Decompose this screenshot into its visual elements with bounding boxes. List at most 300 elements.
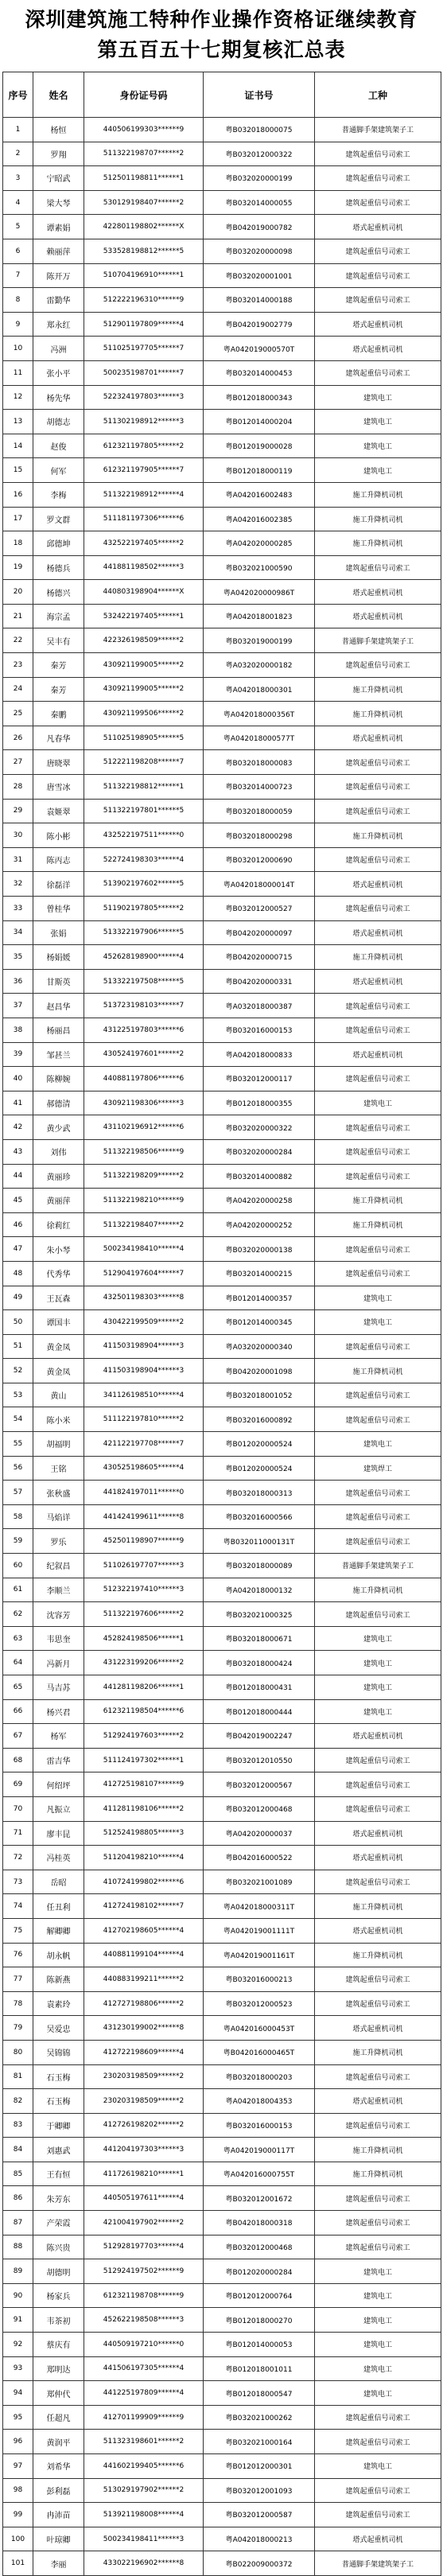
- cell-name: 邹甚兰: [33, 1042, 84, 1067]
- cell-name: 黄山: [33, 1383, 84, 1407]
- cell-index: 46: [3, 1212, 33, 1237]
- cell-name: 李顺兰: [33, 1578, 84, 1602]
- cell-name: 杨德兵: [33, 555, 84, 580]
- cell-name: 胡德明: [33, 2259, 84, 2284]
- cell-index: 14: [3, 434, 33, 458]
- table-row: [3, 1967, 441, 1992]
- table-row: [3, 410, 441, 434]
- cell-job-type: 建筑起重信号司索工: [315, 360, 441, 385]
- cell-id-number: 512501198811******1: [84, 166, 204, 191]
- cell-name: 凡春华: [33, 726, 84, 750]
- table-row: [3, 531, 441, 556]
- cell-certificate-number: 粤A042018000833: [204, 1042, 315, 1067]
- cell-name: 雷吉华: [33, 1748, 84, 1772]
- cell-certificate-number: 粤A032020000340: [204, 1334, 315, 1359]
- cell-id-number: 500235198701******7: [84, 360, 204, 385]
- cell-index: 99: [3, 2503, 33, 2527]
- table-row: [3, 2211, 441, 2236]
- table-row: [3, 482, 441, 507]
- cell-id-number: 511026197707******3: [84, 1554, 204, 1578]
- cell-index: 40: [3, 1067, 33, 1091]
- cell-name: 黄润平: [33, 2430, 84, 2454]
- cell-index: 100: [3, 2527, 33, 2551]
- cell-name: 任丑利: [33, 1894, 84, 1919]
- table-row: [3, 1334, 441, 1359]
- cell-job-type: 建筑起重信号司索工: [315, 1237, 441, 1262]
- table-row: [3, 847, 441, 872]
- cell-index: 55: [3, 1432, 33, 1457]
- cell-name: 吴爱忠: [33, 2016, 84, 2041]
- cell-index: 68: [3, 1748, 33, 1772]
- cell-certificate-number: 粤B032018000059: [204, 799, 315, 823]
- cell-job-type: 塔式起重机司机: [315, 920, 441, 945]
- cell-index: 65: [3, 1675, 33, 1700]
- cell-name: 甘斯英: [33, 969, 84, 994]
- cell-id-number: 412722198609******4: [84, 2040, 204, 2064]
- table-row: [3, 653, 441, 678]
- cell-job-type: 施工升降机司机: [315, 482, 441, 507]
- cell-job-type: 塔式起重机司机: [315, 1042, 441, 1067]
- cell-name: 陈小米: [33, 1407, 84, 1432]
- cell-id-number: 430921199005******2: [84, 653, 204, 678]
- cell-job-type: 建筑电工: [315, 385, 441, 410]
- cell-certificate-number: 粤A042018000301: [204, 677, 315, 702]
- table-row: [3, 1651, 441, 1675]
- cell-index: 58: [3, 1504, 33, 1529]
- cell-certificate-number: 粤B042018000318: [204, 2211, 315, 2236]
- cell-certificate-number: 粤B032018000075: [204, 118, 315, 142]
- cell-index: 71: [3, 1821, 33, 1846]
- cell-name: 何军: [33, 458, 84, 483]
- cell-certificate-number: 粤B042020000097: [204, 920, 315, 945]
- cell-job-type: 建筑电工: [315, 1699, 441, 1724]
- cell-id-number: 612321197905******7: [84, 458, 204, 483]
- cell-id-number: 513921198008******4: [84, 2503, 204, 2527]
- cell-job-type: 建筑起重信号司索工: [315, 775, 441, 800]
- cell-index: 38: [3, 1018, 33, 1042]
- table-row: [3, 263, 441, 288]
- cell-id-number: 511322198812******1: [84, 775, 204, 800]
- table-row: [3, 1991, 441, 2016]
- cell-id-number: 511122197810******2: [84, 1407, 204, 1432]
- cell-id-number: 522724198303******4: [84, 847, 204, 872]
- cell-id-number: 511322197606******2: [84, 1602, 204, 1627]
- table-row: [3, 2478, 441, 2503]
- cell-id-number: 431223199206******2: [84, 1651, 204, 1675]
- cell-name: 杨恒: [33, 118, 84, 142]
- cell-name: 韦茶初: [33, 2308, 84, 2333]
- cell-id-number: 452501198907******9: [84, 1529, 204, 1554]
- cell-id-number: 530129198407******2: [84, 190, 204, 215]
- cell-index: 25: [3, 702, 33, 726]
- cell-certificate-number: 粤B032018000083: [204, 750, 315, 775]
- cell-index: 75: [3, 1918, 33, 1943]
- cell-id-number: 422326198509******2: [84, 628, 204, 653]
- cell-index: 6: [3, 239, 33, 263]
- cell-name: 雷勤华: [33, 288, 84, 313]
- cell-certificate-number: 粤A042020000252: [204, 1212, 315, 1237]
- table-row: [3, 2235, 441, 2259]
- cell-id-number: 411503198904******3: [84, 1359, 204, 1383]
- cell-certificate-number: 粤B032018001052: [204, 1383, 315, 1407]
- cell-id-number: 411726198210******1: [84, 2162, 204, 2186]
- cell-job-type: 建筑起重信号司索工: [315, 2064, 441, 2089]
- cell-index: 70: [3, 1796, 33, 1821]
- cell-job-type: 塔式起重机司机: [315, 726, 441, 750]
- cell-index: 28: [3, 775, 33, 800]
- cell-certificate-number: 粤B032018000089: [204, 1554, 315, 1578]
- cell-index: 5: [3, 215, 33, 239]
- table-row: [3, 2454, 441, 2479]
- cell-name: 徐莉红: [33, 1212, 84, 1237]
- cell-index: 48: [3, 1261, 33, 1286]
- cell-id-number: 500234198410******4: [84, 1237, 204, 1262]
- cell-index: 54: [3, 1407, 33, 1432]
- cell-id-number: 512221198208******7: [84, 750, 204, 775]
- cell-name: 郑仲代: [33, 2381, 84, 2406]
- table-row: [3, 775, 441, 800]
- cell-certificate-number: 粤B032018000298: [204, 823, 315, 848]
- cell-index: 61: [3, 1578, 33, 1602]
- cell-id-number: 532422197405******1: [84, 604, 204, 628]
- cell-certificate-number: 粤A042020000986T: [204, 580, 315, 605]
- cell-index: 35: [3, 945, 33, 970]
- cell-id-number: 513723198103******7: [84, 994, 204, 1018]
- cell-job-type: 建筑起重信号司索工: [315, 1796, 441, 1821]
- cell-index: 98: [3, 2478, 33, 2503]
- table-row: [3, 1189, 441, 1213]
- cell-index: 90: [3, 2283, 33, 2308]
- cell-certificate-number: 粤B032021000262: [204, 2405, 315, 2430]
- cell-job-type: 塔式起重机司机: [315, 312, 441, 337]
- table-row: [3, 726, 441, 750]
- cell-name: 陈小彬: [33, 823, 84, 848]
- table-row: [3, 2356, 441, 2381]
- table-row: [3, 1675, 441, 1700]
- table-row: [3, 1821, 441, 1846]
- cell-certificate-number: 粤A032020000182: [204, 653, 315, 678]
- cell-certificate-number: 粤B032014000215: [204, 1261, 315, 1286]
- cell-index: 49: [3, 1286, 33, 1310]
- cell-certificate-number: 粤B032020000199: [204, 166, 315, 191]
- cell-job-type: 建筑电工: [315, 1626, 441, 1651]
- cell-id-number: 513029197902******2: [84, 2478, 204, 2503]
- cell-index: 91: [3, 2308, 33, 2333]
- table-row: [3, 1481, 441, 1505]
- cell-certificate-number: 粤A042016002385: [204, 507, 315, 531]
- cell-name: 张秋盛: [33, 1481, 84, 1505]
- cell-certificate-number: 粤B032014000453: [204, 360, 315, 385]
- cell-name: 黄丽珍: [33, 1164, 84, 1189]
- cell-name: 纪叙昌: [33, 1554, 84, 1578]
- table-row: [3, 1504, 441, 1529]
- cell-certificate-number: 粤B032012000468: [204, 2235, 315, 2259]
- table-row: [3, 1578, 441, 1602]
- cell-name: 黄丽萍: [33, 1189, 84, 1213]
- cell-id-number: 512322197410******3: [84, 1578, 204, 1602]
- cell-name: 秦鹏: [33, 702, 84, 726]
- table-row: [3, 2162, 441, 2186]
- cell-name: 秦芳: [33, 677, 84, 702]
- cell-index: 17: [3, 507, 33, 531]
- cell-job-type: 建筑起重信号司索工: [315, 1748, 441, 1772]
- cell-id-number: 412726198202******2: [84, 2113, 204, 2138]
- cell-certificate-number: 粤B032012000567: [204, 1772, 315, 1797]
- cell-job-type: 建筑起重信号司索工: [315, 1772, 441, 1797]
- table-row: [3, 2283, 441, 2308]
- cell-name: 罗文群: [33, 507, 84, 531]
- table-row: [3, 2016, 441, 2041]
- cell-certificate-number: 粤B032014000723: [204, 775, 315, 800]
- cell-job-type: 施工升降机司机: [315, 823, 441, 848]
- cell-name: 廖丰昆: [33, 1821, 84, 1846]
- table-row: [3, 1310, 441, 1335]
- cell-id-number: 452622198508******3: [84, 2308, 204, 2333]
- cell-name: 郝德清: [33, 1091, 84, 1115]
- cell-name: 郑永红: [33, 312, 84, 337]
- cell-job-type: 建筑起重信号司索工: [315, 897, 441, 921]
- cell-index: 9: [3, 312, 33, 337]
- cell-certificate-number: 粤B012018000343: [204, 385, 315, 410]
- cell-index: 41: [3, 1091, 33, 1115]
- cell-certificate-number: 粤A042020000258: [204, 1189, 315, 1213]
- cell-certificate-number: 粤A042018000577T: [204, 726, 315, 750]
- table-header-row: [3, 72, 441, 118]
- cell-id-number: 511322197801******5: [84, 799, 204, 823]
- cell-certificate-number: 粤A042018000213: [204, 2527, 315, 2551]
- cell-name: 于卿卿: [33, 2113, 84, 2138]
- cell-id-number: 440506199303******9: [84, 118, 204, 142]
- cell-id-number: 441506197305******4: [84, 2356, 204, 2381]
- cell-name: 张小平: [33, 360, 84, 385]
- cell-id-number: 511322198506******9: [84, 1139, 204, 1164]
- cell-job-type: 建筑起重信号司索工: [315, 1334, 441, 1359]
- cell-id-number: 513322197508******5: [84, 969, 204, 994]
- cell-job-type: 塔式起重机司机: [315, 2089, 441, 2114]
- cell-id-number: 511323198601******2: [84, 2430, 204, 2454]
- cell-index: 45: [3, 1189, 33, 1213]
- cell-certificate-number: 粤B012018000431: [204, 1675, 315, 1700]
- cell-index: 18: [3, 531, 33, 556]
- cell-index: 23: [3, 653, 33, 678]
- cell-name: 吴锦锦: [33, 2040, 84, 2064]
- cell-job-type: 建筑电工: [315, 2356, 441, 2381]
- cell-certificate-number: 粤B032016000892: [204, 1407, 315, 1432]
- cell-job-type: 建筑电工: [315, 1432, 441, 1457]
- cell-name: 杨军: [33, 1724, 84, 1749]
- cell-id-number: 511322198209******2: [84, 1164, 204, 1189]
- cell-index: 31: [3, 847, 33, 872]
- cell-index: 21: [3, 604, 33, 628]
- table-row: [3, 920, 441, 945]
- cell-job-type: 建筑起重信号司索工: [315, 1407, 441, 1432]
- cell-job-type: 建筑起重信号司索工: [315, 1991, 441, 2016]
- roster-table: [2, 72, 441, 2576]
- cell-id-number: 512928197703******4: [84, 2235, 204, 2259]
- cell-index: 73: [3, 1870, 33, 1894]
- cell-index: 86: [3, 2186, 33, 2211]
- table-row: [3, 507, 441, 531]
- cell-job-type: 施工升降机司机: [315, 945, 441, 970]
- cell-name: 罗翔: [33, 142, 84, 166]
- header-certificate-number: 证书号: [204, 72, 315, 118]
- cell-index: 37: [3, 994, 33, 1018]
- cell-name: 袁素玲: [33, 1991, 84, 2016]
- cell-certificate-number: 粤B032014000055: [204, 190, 315, 215]
- header-name: 姓名: [33, 72, 84, 118]
- cell-job-type: 建筑起重信号司索工: [315, 1164, 441, 1189]
- cell-job-type: 建筑电工: [315, 2259, 441, 2284]
- cell-name: 石玉梅: [33, 2064, 84, 2089]
- table-row: [3, 458, 441, 483]
- cell-certificate-number: 粤A032018000387: [204, 994, 315, 1018]
- cell-job-type: 塔式起重机司机: [315, 604, 441, 628]
- cell-id-number: 513322197906******5: [84, 920, 204, 945]
- title-line-2: 第五百五十七期复核汇总表: [97, 38, 346, 61]
- cell-job-type: 建筑起重信号司索工: [315, 1018, 441, 1042]
- table-row: [3, 897, 441, 921]
- cell-id-number: 511025198905******5: [84, 726, 204, 750]
- cell-index: 26: [3, 726, 33, 750]
- cell-id-number: 511181197306******6: [84, 507, 204, 531]
- cell-job-type: 建筑起重信号司索工: [315, 2186, 441, 2211]
- cell-certificate-number: 粤B032012000523: [204, 1991, 315, 2016]
- table-row: [3, 2064, 441, 2089]
- cell-index: 39: [3, 1042, 33, 1067]
- cell-id-number: 511322198707******2: [84, 142, 204, 166]
- cell-certificate-number: 粤B032016000213: [204, 1967, 315, 1992]
- cell-id-number: 430525198605******4: [84, 1456, 204, 1481]
- cell-certificate-number: 粤A042020000037: [204, 1821, 315, 1846]
- cell-job-type: 塔式起重机司机: [315, 337, 441, 361]
- cell-name: 黄少武: [33, 1115, 84, 1140]
- cell-certificate-number: 粤B012018000270: [204, 2308, 315, 2333]
- cell-index: 30: [3, 823, 33, 848]
- cell-id-number: 421004197902******2: [84, 2211, 204, 2236]
- cell-certificate-number: 粤B032018000203: [204, 2064, 315, 2089]
- cell-certificate-number: 粤B032012010550: [204, 1748, 315, 1772]
- cell-name: 黄金凤: [33, 1334, 84, 1359]
- cell-id-number: 430921199506******2: [84, 702, 204, 726]
- table-row: [3, 190, 441, 215]
- table-row: [3, 1407, 441, 1432]
- cell-job-type: 塔式起重机司机: [315, 2527, 441, 2551]
- cell-name: 石玉梅: [33, 2089, 84, 2114]
- cell-job-type: 建筑焊工: [315, 1456, 441, 1481]
- cell-index: 78: [3, 1991, 33, 2016]
- cell-job-type: 建筑起重信号司索工: [315, 653, 441, 678]
- table-row: [3, 1943, 441, 1967]
- cell-certificate-number: 粤B042019002247: [204, 1724, 315, 1749]
- cell-id-number: 612321198708******9: [84, 2283, 204, 2308]
- cell-index: 87: [3, 2211, 33, 2236]
- cell-id-number: 511322198210******9: [84, 1189, 204, 1213]
- cell-index: 16: [3, 482, 33, 507]
- cell-certificate-number: 粤B042019002779: [204, 312, 315, 337]
- table-row: [3, 312, 441, 337]
- cell-id-number: 431225197803******6: [84, 1018, 204, 1042]
- cell-name: 陈柳婉: [33, 1067, 84, 1091]
- cell-name: 彭利磊: [33, 2478, 84, 2503]
- cell-id-number: 432501198303******8: [84, 1286, 204, 1310]
- cell-job-type: 普通脚手架建筑架子工: [315, 2551, 441, 2576]
- cell-name: 蔡庆有: [33, 2333, 84, 2357]
- table-row: [3, 2551, 441, 2576]
- cell-job-type: 建筑起重信号司索工: [315, 750, 441, 775]
- cell-index: 84: [3, 2138, 33, 2162]
- cell-certificate-number: 粤B012018001011: [204, 2356, 315, 2381]
- cell-name: 宁昭武: [33, 166, 84, 191]
- cell-name: 邱德坤: [33, 531, 84, 556]
- cell-certificate-number: 粤B032014000882: [204, 1164, 315, 1189]
- table-row: [3, 2113, 441, 2138]
- table-row: [3, 360, 441, 385]
- cell-job-type: 施工升降机司机: [315, 2162, 441, 2186]
- table-row: [3, 2308, 441, 2333]
- cell-name: 曾桂华: [33, 897, 84, 921]
- cell-index: 69: [3, 1772, 33, 1797]
- cell-job-type: 建筑电工: [315, 458, 441, 483]
- cell-certificate-number: 粤A042018004353: [204, 2089, 315, 2114]
- cell-job-type: 建筑起重信号司索工: [315, 994, 441, 1018]
- cell-index: 44: [3, 1164, 33, 1189]
- cell-certificate-number: 粤B012018000547: [204, 2381, 315, 2406]
- cell-index: 64: [3, 1651, 33, 1675]
- cell-job-type: 塔式起重机司机: [315, 969, 441, 994]
- table-row: [3, 1383, 441, 1407]
- cell-id-number: 432522197511******0: [84, 823, 204, 848]
- table-row: [3, 1237, 441, 1262]
- cell-index: 19: [3, 555, 33, 580]
- cell-certificate-number: 粤B042020001098: [204, 1359, 315, 1383]
- cell-id-number: 412701199909******9: [84, 2405, 204, 2430]
- cell-id-number: 511302198912******3: [84, 410, 204, 434]
- cell-certificate-number: 粤B032018000671: [204, 1626, 315, 1651]
- table-row: [3, 1626, 441, 1651]
- table-row: [3, 1724, 441, 1749]
- cell-certificate-number: 粤A042019001111T: [204, 1918, 315, 1943]
- cell-id-number: 440881199104******4: [84, 1943, 204, 1967]
- cell-name: 黄金凤: [33, 1359, 84, 1383]
- cell-certificate-number: 粤B042020000715: [204, 945, 315, 970]
- cell-job-type: 塔式起重机司机: [315, 580, 441, 605]
- cell-job-type: 建筑电工: [315, 1091, 441, 1115]
- cell-job-type: 建筑起重信号司索工: [315, 1967, 441, 1992]
- cell-id-number: 433022196902******8: [84, 2551, 204, 2576]
- cell-job-type: 塔式起重机司机: [315, 215, 441, 239]
- cell-certificate-number: 粤B032021000164: [204, 2430, 315, 2454]
- cell-index: 80: [3, 2040, 33, 2064]
- cell-name: 胡福明: [33, 1432, 84, 1457]
- cell-name: 谭素娟: [33, 215, 84, 239]
- cell-job-type: 建筑起重信号司索工: [315, 239, 441, 263]
- cell-name: 李丽: [33, 2551, 84, 2576]
- cell-id-number: 431102196912******6: [84, 1115, 204, 1140]
- cell-certificate-number: 粤B032012000117: [204, 1067, 315, 1091]
- cell-job-type: 建筑起重信号司索工: [315, 2211, 441, 2236]
- cell-certificate-number: 粤A042018000132: [204, 1578, 315, 1602]
- table-row: [3, 994, 441, 1018]
- cell-index: 67: [3, 1724, 33, 1749]
- cell-certificate-number: 粤B032014000188: [204, 288, 315, 313]
- cell-name: 任超凡: [33, 2405, 84, 2430]
- cell-certificate-number: 粤A042020000285: [204, 531, 315, 556]
- cell-certificate-number: 粤B032020000322: [204, 1115, 315, 1140]
- cell-name: 产荣霞: [33, 2211, 84, 2236]
- cell-job-type: 建筑起重信号司索工: [315, 1481, 441, 1505]
- cell-certificate-number: 粤B012018000444: [204, 1699, 315, 1724]
- cell-certificate-number: 粤B032021000325: [204, 1602, 315, 1627]
